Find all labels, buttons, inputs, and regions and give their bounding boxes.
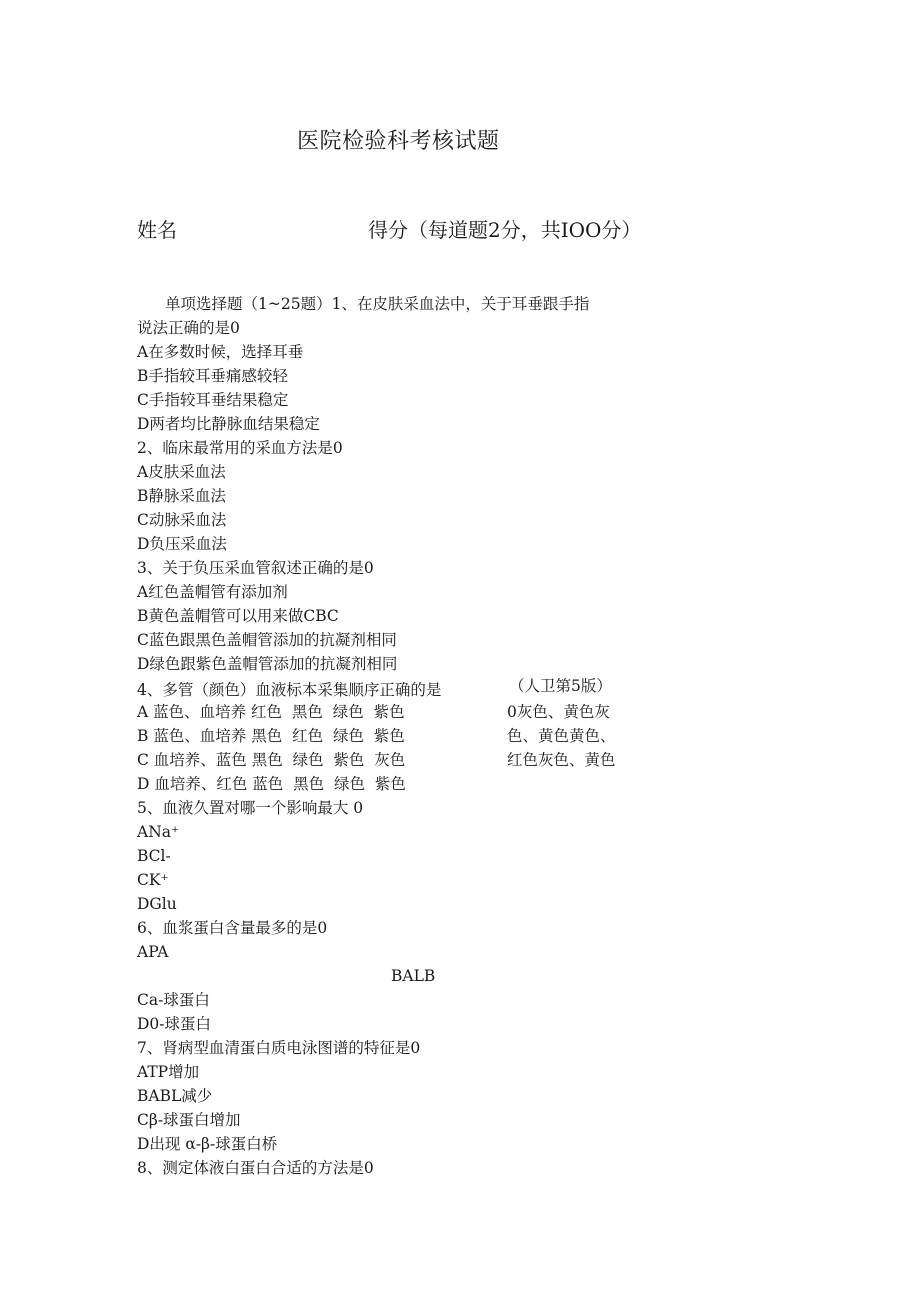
q6-option-a: APA bbox=[137, 943, 169, 961]
q5-stem: 5、血液久置对哪一个影响最大 0 bbox=[137, 799, 364, 817]
q2-option-d: D负压采血法 bbox=[137, 535, 227, 553]
q6-option-b: BALB bbox=[391, 967, 436, 985]
q3-stem: 3、关于负压采血管叙述正确的是0 bbox=[137, 559, 374, 577]
q5-option-b: BCl- bbox=[137, 847, 171, 865]
q2-option-c: C动脉采血法 bbox=[137, 511, 227, 529]
q4-option-d: D 血培养、红色 蓝色 黑色 绿色 紫色 bbox=[137, 775, 406, 793]
q4-stem: 4、多管（颜色）血液标本采集顺序正确的是 bbox=[137, 681, 442, 699]
q4-option-c: C 血培养、蓝色 黑色 绿色 紫色 灰色 bbox=[137, 751, 406, 769]
page-title: 医院检验科考核试题 bbox=[297, 129, 500, 154]
q2-option-a: A皮肤采血法 bbox=[137, 463, 226, 481]
question-1-stem-end: 说法正确的是0 bbox=[137, 319, 240, 337]
q4-option-c-continued: 红色灰色、黄色 bbox=[507, 751, 616, 769]
name-label: 姓名 bbox=[137, 218, 177, 242]
score-label: 得分（每道题2分，共IOO分） bbox=[368, 218, 642, 242]
q6-option-d: D0-球蛋白 bbox=[137, 1015, 212, 1033]
q1-option-c: C手指较耳垂结果稳定 bbox=[137, 391, 289, 409]
q7-option-c: Cβ-球蛋白增加 bbox=[137, 1111, 241, 1129]
q7-option-b: BABL减少 bbox=[137, 1087, 213, 1105]
q8-stem: 8、测定体液白蛋白合适的方法是0 bbox=[137, 1159, 374, 1177]
q4-option-a: A 蓝色、血培养 红色 黑色 绿色 紫色 bbox=[137, 703, 405, 721]
q3-option-b: B黄色盖帽管可以用来做CBC bbox=[137, 607, 339, 625]
q2-stem: 2、临床最常用的采血方法是0 bbox=[137, 439, 343, 457]
q5-option-c: CK⁺ bbox=[137, 871, 169, 889]
section-intro-line: 单项选择题（1~25题）1、在皮肤采血法中，关于耳垂跟手指 bbox=[165, 295, 590, 313]
q5-option-a: ANa⁺ bbox=[137, 823, 180, 841]
q2-option-b: B静脉采血法 bbox=[137, 487, 226, 505]
q4-option-b-continued: 色、黄色黄色、 bbox=[507, 727, 616, 745]
q7-option-a: ATP增加 bbox=[137, 1063, 200, 1081]
q1-option-d: D两者均比静脉血结果稳定 bbox=[137, 415, 320, 433]
q6-option-c: Ca-球蛋白 bbox=[137, 991, 210, 1009]
q5-option-d: DGlu bbox=[137, 895, 177, 913]
q6-stem: 6、血浆蛋白含量最多的是0 bbox=[137, 919, 328, 937]
q3-option-a: A红色盖帽管有添加剂 bbox=[137, 583, 288, 601]
q3-option-d: D绿色跟紫色盖帽管添加的抗凝剂相同 bbox=[137, 655, 398, 673]
q3-option-c: C蓝色跟黑色盖帽管添加的抗凝剂相同 bbox=[137, 631, 397, 649]
q1-option-b: B手指较耳垂痛感较轻 bbox=[137, 367, 288, 385]
q7-option-d: D出现 α-β-球蛋白桥 bbox=[137, 1135, 278, 1153]
q7-stem: 7、肾病型血清蛋白质电泳图谱的特征是0 bbox=[137, 1039, 421, 1057]
q4-edition-note: （人卫第5版） bbox=[509, 677, 612, 695]
q1-option-a: A在多数时候，选择耳垂 bbox=[137, 343, 304, 361]
q4-option-b: B 蓝色、血培养 黑色 红色 绿色 紫色 bbox=[137, 727, 405, 745]
q4-option-a-continued: 0灰色、黄色灰 bbox=[507, 703, 610, 721]
